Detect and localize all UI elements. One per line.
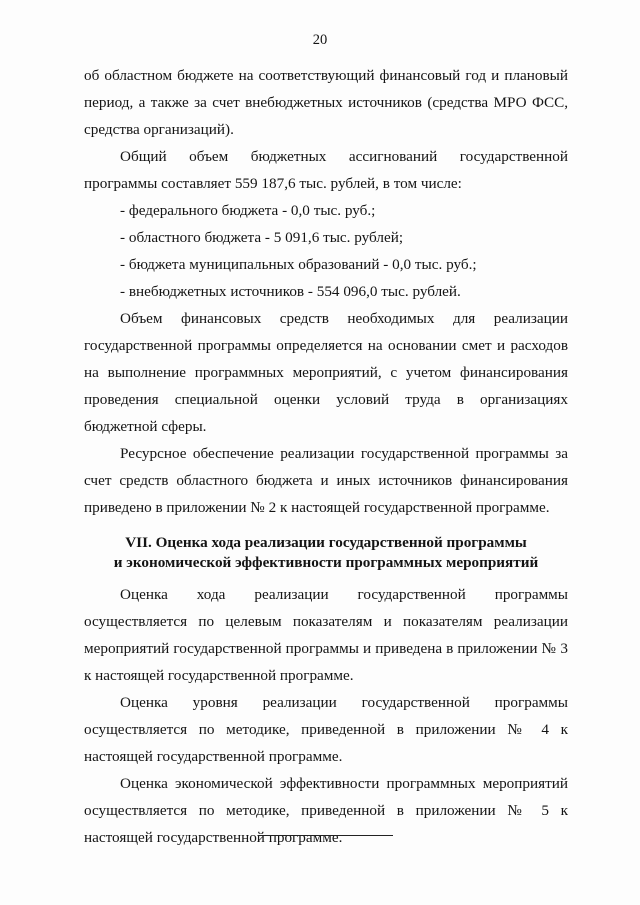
paragraph-total-budget: Общий объем бюджетных ассигнований государственной программы составляет 559 187,6 тыс. рублей, в том числе: [84,148,568,192]
list-item-municipal-budget: - бюджета муниципальных образований - 0,0 тыс. руб.; [120,256,477,273]
document-body [84,62,568,851]
page-number: 20 [312,32,328,48]
list-item-regional-budget: - областного бюджета - 5 091,6 тыс. рублей; [120,229,404,246]
paragraph-resource-provision: Ресурсное обеспечение реализации государственной программы за счет средств областного бюджета и иных источников финансирования приведено в приложении № 2 к настоящей государственной программе. [84,445,568,516]
paragraph-economic-evaluation: Оценка экономической эффективности программных мероприятий осуществляется по методике, приведенной в приложении № 5 к настоящей государственной программе. [84,775,568,846]
paragraph-level-evaluation: Оценка уровня реализации государственной программы осуществляется по методике, приведенной в приложении № 4 к настоящей государственной программе. [84,694,568,765]
section-heading-line2: и экономической эффективности программных мероприятий [113,554,539,571]
list-item-federal-budget: - федерального бюджета - 0,0 тыс. руб.; [120,202,376,219]
paragraph-funding-volume: Объем финансовых средств необходимых для реализации государственной программы определяется на основании смет и расходов на выполнение программных мероприятий, с учетом финансирования проведения специальной оценки условий труда в организациях бюджетной сферы. [84,310,568,435]
section-heading-line1: VII. Оценка хода реализации государственной программы [125,534,527,551]
paragraph-progress-evaluation: Оценка хода реализации государственной программы осуществляется по целевым показателям и показателям реализации мероприятий государственной программы и приведена в приложении № 3 к настоящей государственной программе. [84,586,568,684]
closing-rule [258,835,393,836]
list-item-extrabudgetary: - внебюджетных источников - 554 096,0 тыс. рублей. [120,283,461,300]
paragraph-funding-sources: об областном бюджете на соответствующий финансовый год и плановый период, а также за счет внебюджетных источников (средства МРО ФСС, средства организаций). [84,67,568,138]
section-heading [84,533,568,573]
